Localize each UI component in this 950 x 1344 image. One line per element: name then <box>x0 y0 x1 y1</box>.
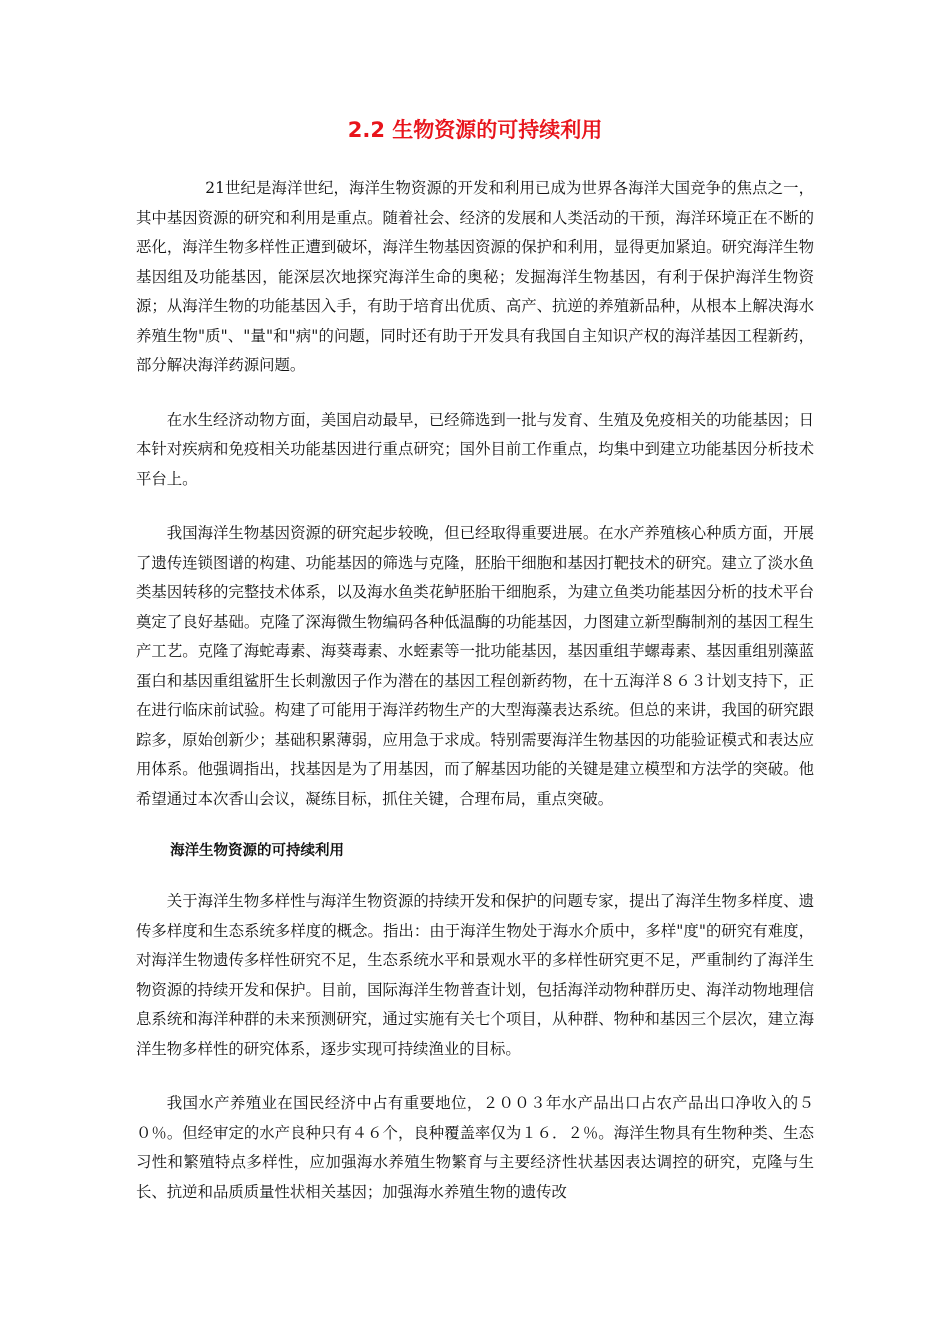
document-page <box>136 116 814 1232</box>
section-subheading: 海洋生物资源的可持续利用 <box>170 843 345 859</box>
paragraph-biodiversity: 关于海洋生物多样性与海洋生物资源的持续开发和保护的问题专家，提出了海洋生物多样度、遗传多样度和生态系统多样度的概念。指出：由于海洋生物处于海水介质中，多样"度"的研究有难度，对海洋生物遗传多样性研究不足，生态系统水平和景观水平的多样性研究更不足，严重制约了海洋生物资源的持续开发和保护。目前，国际海洋生物普查计划，包括海洋动物种群历史、海洋动物地理信息系统和海洋种群的未来预测研究，通过实施有关七个项目，从种群、物种和基因三个层次，建立海洋生物多样性的研究体系，逐步实现可持续渔业的目标。 <box>136 892 814 1058</box>
document-title: 2.2 生物资源的可持续利用 <box>347 118 603 142</box>
paragraph-aquaculture: 我国水产养殖业在国民经济中占有重要地位，２００３年水产品出口占农产品出口净收入的５０％。但经审定的水产良种只有４６个，良种覆盖率仅为１６．２％。海洋生物具有生物种类、生态习性和繁殖特点多样性，应加强海水养殖生物繁育与主要经济性状基因表达调控的研究，克隆与生长、抗逆和品质质量性状相关基因；加强海水养殖生物的遗传改 <box>136 1094 814 1201</box>
paragraph-aquatic-economic-animals: 在水生经济动物方面，美国启动最早，已经筛选到一批与发育、生殖及免疫相关的功能基因；日本针对疾病和免疫相关功能基因进行重点研究；国外目前工作重点，均集中到建立功能基因分析技术平台上。 <box>136 410 814 488</box>
paragraph-china-gene-research: 我国海洋生物基因资源的研究起步较晚，但已经取得重要进展。在水产养殖核心种质方面，开展了遗传连锁图谱的构建、功能基因的筛选与克隆，胚胎干细胞和基因打靶技术的研究。建立了淡水鱼类基因转移的完整技术体系，以及海水鱼类花鲈胚胎干细胞系，为建立鱼类功能基因分析的技术平台奠定了良好基础。克隆了深海微生物编码各种低温酶的功能基因，力图建立新型酶制剂的基因工程生产工艺。克隆了海蛇毒素、海葵毒素、水蛭素等一批功能基因，基因重组芋螺毒素、基因重组别藻蓝蛋白和基因重组鲨肝生长刺激因子作为潜在的基因工程创新药物，在十五海洋８６３计划支持下，正在进行临床前试验。构建了可能用于海洋药物生产的大型海藻表达系统。但总的来讲，我国的研究跟踪多，原始创新少；基础积累薄弱，应用急于求成。特别需要海洋生物基因的功能验证模式和表达应用体系。他强调指出，找基因是为了用基因，而了解基因功能的关键是建立模型和方法学的突破。他希望通过本次香山会议，凝练目标，抓住关键，合理布局，重点突破。 <box>136 524 814 808</box>
paragraph-marine-century: 21世纪是海洋世纪，海洋生物资源的开发和利用已成为世界各海洋大国竞争的焦点之一，其中基因资源的研究和利用是重点。随着社会、经济的发展和人类活动的干预，海洋环境正在不断的恶化，海洋生物多样性正遭到破坏，海洋生物基因资源的保护和利用，显得更加紧迫。研究海洋生物基因组及功能基因，能深层次地探究海洋生命的奥秘；发掘海洋生物基因，有利于保护海洋生物资源；从海洋生物的功能基因入手，有助于培育出优质、高产、抗逆的养殖新品种，从根本上解决海水养殖生物"质"、"量"和"病"的问题，同时还有助于开发具有我国自主知识产权的海洋基因工程新药，部分解决海洋药源问题。 <box>136 179 814 374</box>
